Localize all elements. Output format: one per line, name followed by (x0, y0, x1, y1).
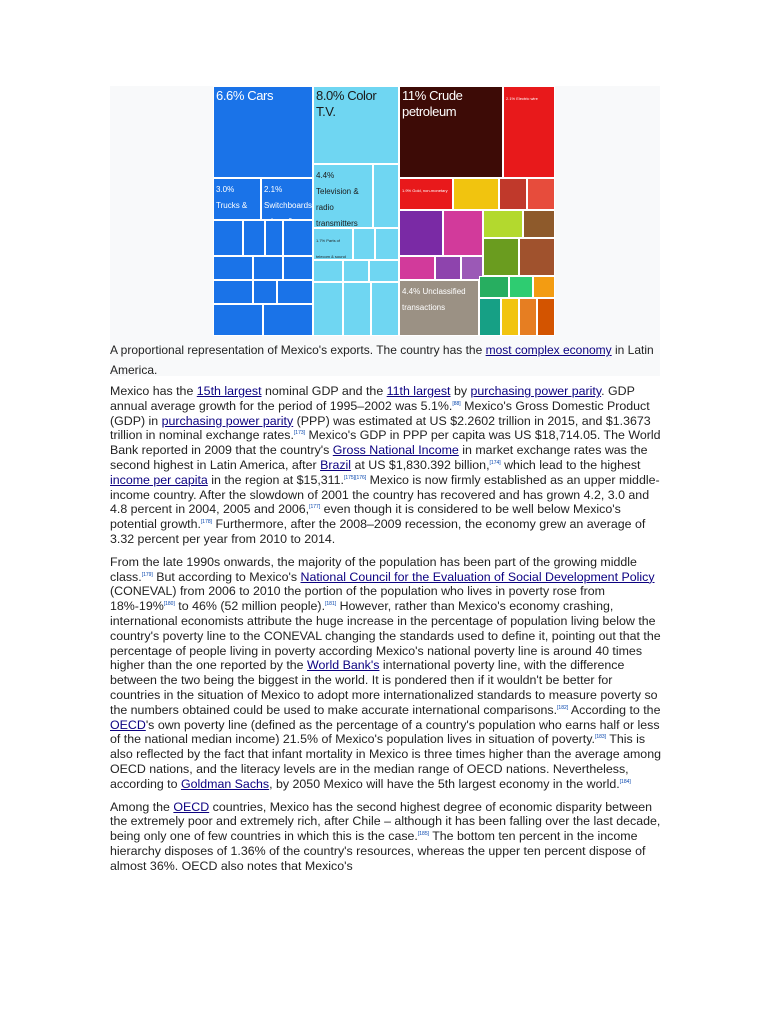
citation-ref[interactable]: [178] (200, 519, 213, 526)
treemap-tile-cars: 6.6% Cars (213, 86, 313, 178)
treemap-tile-crude-petroleum: 11% Crude petroleum (399, 86, 503, 178)
treemap-tile-tv-radio-transmitters: 4.4% Television & radio transmitters (313, 164, 373, 228)
treemap-tile-machinery-small (213, 256, 253, 280)
treemap-tile-electronics-small (369, 260, 399, 282)
caption-link[interactable]: most complex economy (485, 343, 612, 357)
text-run: Furthermore, after the 2008–2009 recession, the economy grew an average of 3.32 percent per year from 2010 to 2014. (110, 517, 646, 546)
treemap-tile-electronics-small (313, 260, 343, 282)
text-run: which lead to the highest (500, 457, 641, 472)
treemap-tile-machinery-small (277, 280, 313, 304)
treemap-tile-electronics-small (371, 282, 399, 336)
text-run: This is also reflected by the fact that infant mortality in Mexico is three times higher than the average among OECD nations, and the literacy levels are in the median range of OECD nations. Nevertheless, according to (110, 732, 661, 791)
citation-ref[interactable]: [173] (293, 430, 306, 437)
article-link[interactable]: OECD (110, 717, 146, 732)
treemap-tile-metals-small (499, 178, 527, 210)
article-link[interactable]: 11th largest (386, 384, 451, 398)
treemap-tile-agriculture (483, 238, 519, 276)
citation-ref[interactable]: [184] (619, 778, 631, 785)
treemap-tile-machinery-small (213, 220, 243, 256)
citation-ref[interactable]: [182] (557, 704, 569, 711)
treemap-tile-electronics-small (375, 228, 399, 260)
treemap-tile-electronics-small (353, 228, 375, 260)
treemap-tile-telecom-parts: 1.7% Parts of telecom & sound (313, 228, 353, 260)
article-link[interactable]: World Bank's (307, 658, 380, 673)
paragraph-2 (110, 555, 662, 792)
treemap-tile-electronics-small (343, 260, 369, 282)
treemap-tile-machinery-small (213, 280, 253, 304)
article-link[interactable]: Goldman Sachs (180, 776, 270, 791)
citation-ref[interactable]: [181] (325, 601, 337, 608)
treemap-tile-electronics-small (313, 282, 343, 336)
treemap-tile-machinery-small (213, 304, 263, 336)
article-body (110, 384, 662, 882)
treemap-tile-instruments (399, 210, 443, 256)
text-run: However, rather than Mexico's economy crashing, international economists attribute the huge increase in the percentage of population living below the country's poverty line to the CONEVAL changing the standards used to define it, pointing out that the percentage of people living in poverty according Mexico's national poverty line is around 40 times higher than the one reported by the (110, 599, 661, 673)
article-link[interactable]: income per capita (110, 472, 208, 487)
text-run: Mexico is now firmly established as an upper middle-income country. After the slowdown of 2001 the country has recovered and has grown 4.2, 3.0 and 4.8 percent in 2004, 2005 and 2006, (110, 472, 660, 517)
treemap-tile-machinery-small (253, 280, 277, 304)
paragraph-3 (110, 800, 662, 874)
article-link[interactable]: 15th largest (196, 384, 262, 398)
treemap-tile-color-tv: 8.0% Color T.V. (313, 86, 399, 164)
citation-ref[interactable]: [180] (163, 601, 175, 608)
exports-treemap-image[interactable] (213, 86, 555, 336)
treemap-tile-agriculture (523, 210, 555, 238)
treemap-tile-switchboards: 2.1% Switchboards (261, 178, 313, 220)
treemap-tile-misc (501, 298, 519, 336)
text-run: in the region at $15,311. (207, 472, 344, 487)
article-link[interactable]: National Council for the Evaluation of Social Development Policy (300, 569, 655, 584)
text-run: even though it is considered to be well below Mexico's potential growth. (110, 502, 621, 532)
text-run: The bottom ten percent in the income hierarchy disposes of 1.36% of the country's resources, whereas the upper ten percent dispose of almost 36%. OECD also notes that Mexico's (110, 829, 646, 873)
treemap-tile-textiles (509, 276, 533, 298)
treemap-tile-unclassified: 4.4% Unclassified transactions (399, 280, 479, 336)
treemap-tile-misc (479, 298, 501, 336)
paragraph-1 (110, 384, 662, 547)
text-run: Mexico's Gross Domestic Product (GDP) in (110, 398, 650, 428)
text-run: Mexico's GDP in PPP per capita was US $18,714.05. The World Bank reported in 2009 that the country's (110, 428, 661, 458)
article-link[interactable]: purchasing power parity (470, 384, 602, 398)
treemap-tile-metals-small (527, 178, 555, 210)
citation-ref[interactable]: [88] (452, 400, 461, 407)
figure-caption: A proportional representation of Mexico's exports. The country has the most complex economy in Latin America. (110, 343, 654, 377)
article-link[interactable]: Gross National Income (332, 443, 459, 458)
text-run: (CONEVAL) from 2006 to 2010 the portion of the population who lives in poverty rose from 18%-19% (110, 584, 605, 614)
text-run: But according to Mexico's (152, 569, 301, 584)
text-run: to 46% (52 million people). (174, 599, 326, 614)
citation-ref[interactable]: [183] (594, 734, 607, 741)
text-run: countries, Mexico has the second highest degree of economic disparity between the extremely poor and extremely rich, after Chile – although it has been falling over the last decade, being only one of few countries in which this is the case. (110, 799, 661, 844)
article-link[interactable]: purchasing power parity (161, 413, 294, 428)
citation-ref[interactable]: [175][176] (343, 474, 367, 481)
treemap-tile-misc (537, 298, 555, 336)
citation-ref[interactable]: [174] (489, 459, 501, 466)
treemap-tile-electronics-small (343, 282, 371, 336)
treemap-tile-machinery-small (265, 220, 283, 256)
citation-ref[interactable]: [185] (417, 830, 429, 837)
citation-ref[interactable]: [179] (141, 571, 153, 578)
treemap-tile-minerals (453, 178, 499, 210)
text-run: , by 2050 Mexico will have the 5th largest economy in the world. (269, 776, 620, 791)
treemap-tile-misc (519, 298, 537, 336)
treemap-tile-electronics-small (373, 164, 399, 228)
text-run: international poverty line, with the difference between the two being the biggest in the world. It is pondered then if it wouldn't be better for countries in the situation of Mexico to adopt more internationalized standards to measure poverty so the numbers obtained could be used to make accurate international comparisons. (110, 658, 658, 717)
treemap-tile-machinery-small (283, 256, 313, 280)
article-link[interactable]: Brazil (320, 457, 352, 472)
treemap-tile-plastics (435, 256, 461, 280)
treemap-tile-machinery-small (283, 220, 313, 256)
treemap-tile-electric-wire: 2.1% Electric wire (503, 86, 555, 178)
text-run: 's own poverty line (defined as the percentage of a country's population who earns half or less of the national median income) 21.5% of Mexico's population lives in situation of poverty. (110, 717, 660, 747)
treemap-tile-plastics (399, 256, 435, 280)
text-run: . GDP annual average growth for the period of 1995–2002 was 5.1%. (110, 384, 635, 413)
text-run: From the late 1990s onwards, the majority of the population has been part of the growing middle class. (110, 554, 637, 584)
treemap-tile-chemicals (443, 210, 483, 256)
treemap-tile-agriculture (483, 210, 523, 238)
treemap-tile-machinery-small (263, 304, 313, 336)
treemap-tile-gold: 1.9% Gold, non-monetary (399, 178, 453, 210)
treemap-tile-machinery-small (253, 256, 283, 280)
citation-ref[interactable]: [177] (309, 504, 321, 511)
text-run: by (450, 384, 471, 398)
text-run: (PPP) was estimated at US $2.2602 trillion in 2015, and $1.3673 trillion in nominal exchange rates. (110, 413, 651, 443)
text-run: at US $1,830.392 billion, (351, 457, 490, 472)
text-run: in market exchange rates was the second highest in Latin America, after (110, 443, 648, 472)
text-run: nominal GDP and the (261, 384, 387, 398)
treemap-tile-misc (533, 276, 555, 298)
treemap-tile-agriculture (519, 238, 555, 276)
text-run: Among the (110, 799, 174, 814)
treemap-tile-textiles (479, 276, 509, 298)
treemap-tile-trucks: 3.0% Trucks & (213, 178, 261, 220)
text-run: According to the (568, 702, 661, 717)
text-run: Mexico has the (110, 384, 197, 398)
treemap-tile-machinery-small (243, 220, 265, 256)
article-link[interactable]: OECD (173, 799, 210, 814)
